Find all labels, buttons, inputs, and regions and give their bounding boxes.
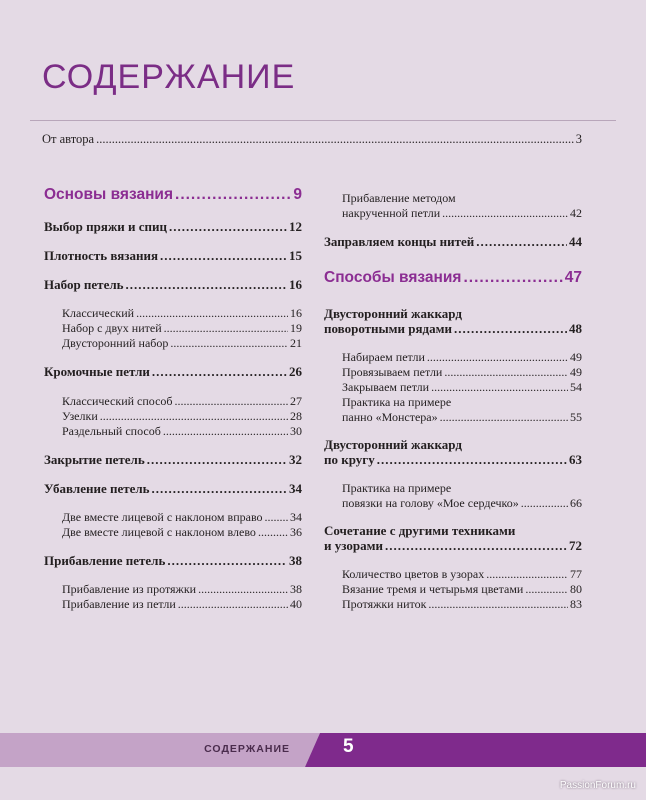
toc-subentry[interactable] [342,567,582,582]
toc-section-basics[interactable] [44,186,302,204]
toc-leader [178,597,288,612]
toc-page: 12 [289,219,302,234]
toc-page: 36 [290,525,302,539]
toc-subentry[interactable] [342,410,582,425]
toc-page: 15 [289,248,302,263]
toc-chapter[interactable] [44,481,302,497]
toc-subentry[interactable] [62,525,302,540]
toc-leader [170,336,288,351]
toc-leader [100,409,288,424]
toc-subentry[interactable] [342,350,582,365]
toc-chapter-line1: Двусторонний жаккард [324,437,462,452]
toc-title: повязки на голову «Мое сердечко» [342,496,519,510]
toc-title: Классический [62,306,135,320]
toc-title: Прибавление петель [44,553,166,568]
toc-subentry[interactable] [62,409,302,424]
toc-title: От автора [42,132,95,146]
toc-page: 55 [570,410,582,424]
toc-page: 63 [569,452,582,467]
toc-leader [164,321,288,336]
toc-chapter[interactable] [44,364,302,380]
toc-leader [440,410,568,425]
toc-page: 9 [293,186,302,203]
toc-title: накрученной петли [342,206,441,220]
toc-leader [444,365,568,380]
toc-page: 54 [570,380,582,394]
toc-title: Прибавление из протяжки [62,582,197,596]
toc-subentry[interactable] [342,496,582,511]
toc-chapter[interactable] [44,553,302,569]
toc-leader [198,582,288,597]
toc-title: Узелки [62,409,98,423]
toc-page: 34 [289,481,302,496]
toc-title: Раздельный способ [62,424,161,438]
toc-page: 42 [570,206,582,220]
toc-leader [385,538,567,554]
toc-title: Плотность вязания [44,248,159,263]
toc-subentry-line1: Прибавление методом [342,191,456,205]
toc-leader [463,269,562,287]
toc-title: и узорами [324,538,383,553]
toc-leader [442,206,568,221]
toc-page: 72 [569,538,582,553]
toc-subentry[interactable] [62,424,302,439]
toc-chapter[interactable] [44,219,302,235]
toc-leader [258,525,288,540]
toc-intro[interactable] [42,132,582,147]
toc-page: 40 [290,597,302,611]
toc-page: 34 [290,510,302,524]
toc-page: 49 [570,350,582,364]
toc-chapter-line1: Сочетание с другими техниками [324,523,516,538]
toc-page: 30 [290,424,302,438]
toc-page: 49 [570,365,582,379]
toc-chapter[interactable] [324,538,582,554]
toc-chapter[interactable] [324,452,582,468]
footer-band [0,733,646,767]
toc-subentry[interactable] [62,510,302,525]
toc-title: Вязание тремя и четырьмя цветами [342,582,524,596]
toc-title: Протяжки ниток [342,597,427,611]
toc-page: 83 [570,597,582,611]
toc-page: 19 [290,321,302,335]
toc-leader [476,234,567,250]
toc-chapter-line1: Двусторонний жаккард [324,306,462,321]
toc-page: 16 [290,306,302,320]
page-title: СОДЕРЖАНИЕ [42,58,296,96]
toc-page: 28 [290,409,302,423]
toc-subentry[interactable] [342,365,582,380]
toc-leader [454,321,567,337]
toc-leader [152,364,287,380]
toc-leader [152,481,287,497]
toc-title: Количество цветов в узорах [342,567,485,581]
toc-title: Двусторонний набор [62,336,169,350]
toc-leader [169,219,287,235]
watermark: PassionForum.ru [559,780,636,791]
toc-chapter[interactable] [324,234,582,250]
toc-title: Способы вязания [324,269,462,286]
toc-subentry[interactable] [62,306,302,321]
toc-title: Закрытие петель [44,452,145,467]
toc-title: Набор петель [44,277,124,292]
toc-page: 66 [570,496,582,510]
toc-subentry[interactable] [62,394,302,409]
toc-page: 47 [564,269,582,286]
toc-title: Набираем петли [342,350,425,364]
toc-page: 26 [289,364,302,379]
toc-subentry[interactable] [62,336,302,351]
toc-chapter[interactable] [44,277,302,293]
toc-leader [265,510,288,525]
toc-subentry-line1: Практика на примере [342,481,452,495]
toc-subentry[interactable] [342,582,582,597]
toc-section-methods[interactable] [324,269,582,287]
toc-subentry[interactable] [62,321,302,336]
toc-page: 27 [290,394,302,408]
toc-page: 32 [289,452,302,467]
toc-page: 3 [575,132,582,146]
toc-subentry[interactable] [342,380,582,395]
toc-leader [525,582,568,597]
toc-title: по кругу [324,452,375,467]
page-number: 5 [343,736,354,757]
toc-title: Убавление петель [44,481,150,496]
toc-title: Кромочные петли [44,364,150,379]
toc-chapter[interactable] [324,321,582,337]
toc-page: 16 [289,277,302,292]
toc-title: панно «Монстера» [342,410,438,424]
toc-leader [175,394,288,409]
toc-title: Прибавление из петли [62,597,176,611]
toc-page: 44 [569,234,582,249]
toc-leader [431,380,568,395]
toc-subentry[interactable] [62,597,302,612]
toc-chapter[interactable] [44,248,302,264]
footer-label: СОДЕРЖАНИЕ [204,743,290,755]
toc-leader [175,186,291,204]
footer-shape [0,733,646,767]
toc-leader [377,452,567,468]
toc-leader [160,248,287,264]
toc-title: поворотными рядами [324,321,452,336]
toc-title: Набор с двух нитей [62,321,162,335]
toc-title: Заправляем концы нитей [324,234,475,249]
toc-title: Две вместе лицевой с наклоном вправо [62,510,263,524]
toc-title: Классический способ [62,394,173,408]
toc-leader [96,132,574,147]
toc-page: 48 [569,321,582,336]
toc-leader [147,452,287,468]
toc-title: Две вместе лицевой с наклоном влево [62,525,256,539]
toc-title: Закрываем петли [342,380,430,394]
toc-subentry-line1: Практика на примере [342,395,452,409]
toc-subentry[interactable] [62,582,302,597]
toc-page: 80 [570,582,582,596]
toc-page: 38 [289,553,302,568]
toc-leader [486,567,568,582]
toc-subentry[interactable] [342,597,582,612]
toc-title: Выбор пряжи и спиц [44,219,168,234]
toc-title: Провязываем петли [342,365,443,379]
toc-chapter[interactable] [44,452,302,468]
toc-leader [167,553,287,569]
toc-page: 21 [290,336,302,350]
toc-leader [521,496,568,511]
title-divider [30,120,616,121]
toc-leader [428,597,568,612]
toc-title: Основы вязания [44,186,174,203]
toc-leader [136,306,288,321]
toc-page: 77 [570,567,582,581]
toc-page: 38 [290,582,302,596]
toc-leader [427,350,568,365]
toc-leader [163,424,288,439]
toc-leader [126,277,287,293]
toc-subentry[interactable] [342,206,582,221]
